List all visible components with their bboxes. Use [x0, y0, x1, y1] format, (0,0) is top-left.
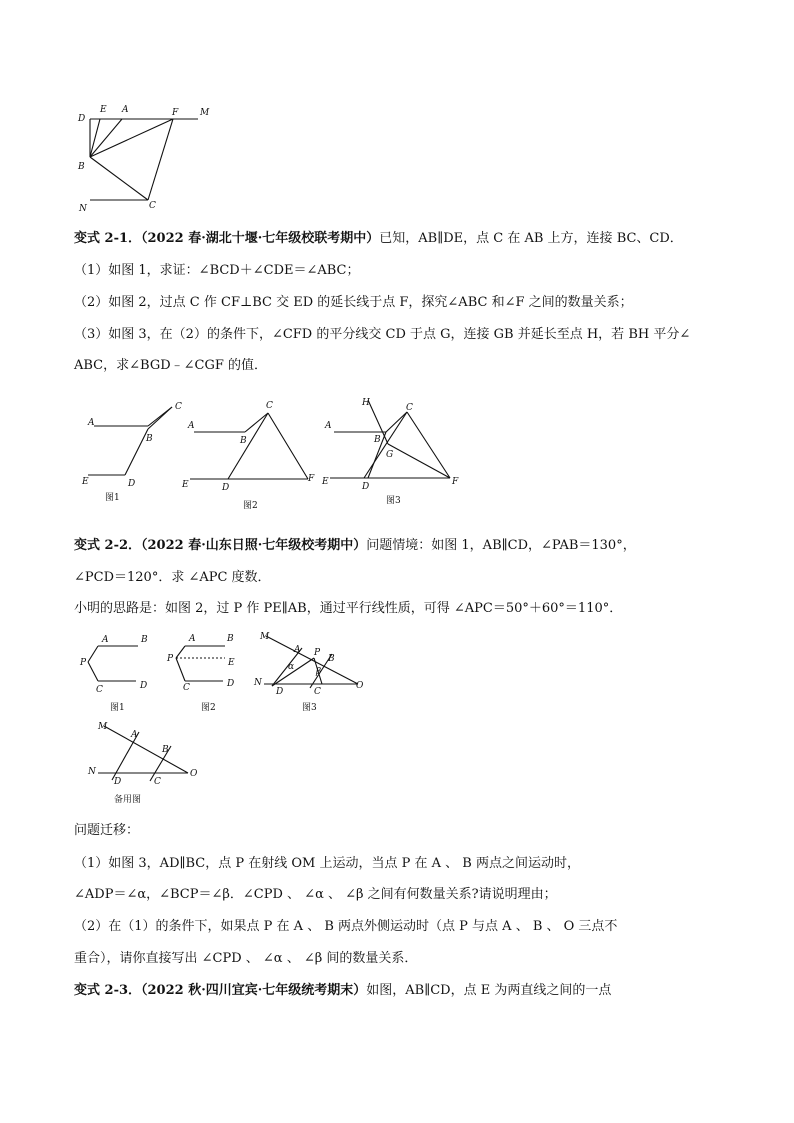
label-E: E: [228, 658, 235, 668]
label-D: D: [140, 681, 148, 691]
caption-fig2: 图2: [243, 501, 258, 511]
label-E: E: [82, 477, 89, 487]
label-D: D: [276, 687, 284, 697]
v22-figure-3: [250, 626, 375, 718]
v22-p1b: ∠ADP＝∠α，∠BCP＝∠β．∠CPD 、 ∠α 、 ∠β 之间有何数量关系?请说明理由；: [74, 887, 557, 902]
caption-fig3: 图3: [386, 496, 401, 506]
label-A: A: [325, 421, 332, 431]
label-A: A: [294, 645, 301, 655]
v21-q3b: ABC，求∠BGD﹣∠CGF 的值．: [74, 358, 268, 373]
label-M: M: [200, 108, 210, 118]
caption-fig2: 图2: [201, 703, 216, 713]
v22-p0: 问题迁移：: [74, 823, 140, 838]
label-A: A: [188, 421, 195, 431]
label-A: A: [131, 730, 138, 740]
label-A: A: [122, 105, 129, 115]
label-F: F: [452, 477, 459, 487]
label-D: D: [227, 679, 235, 689]
label-D: D: [222, 483, 230, 493]
v21-stem-text: 已知，AB∥DE，点 C 在 AB 上方，连接 BC、CD．: [379, 231, 683, 246]
label-G: G: [386, 450, 394, 460]
v22-p2b: 重合），请你直接写出 ∠CPD 、 ∠α 、 ∠β 间的数量关系．: [74, 951, 418, 966]
label-P: P: [80, 658, 87, 668]
v22-figure-2: [165, 628, 255, 716]
label-B: B: [78, 162, 85, 172]
v23-stem-text: 如图，AB∥CD，点 E 为两直线之间的一点: [366, 983, 612, 998]
label-alpha: α: [288, 662, 295, 672]
v22-line1: 问题情境：如图 1，AB∥CD，∠PAB＝130°，: [366, 538, 636, 553]
v22-figure-1: [78, 628, 168, 716]
label-P: P: [314, 648, 321, 658]
v22-figure-1-svg: [78, 628, 168, 716]
caption-backup: 备用图: [114, 795, 142, 805]
v22-label: 变式 2-2．: [74, 538, 142, 553]
label-C: C: [183, 683, 190, 693]
v22-line3: 小明的思路是：如图 2，过 P 作 PE∥AB，通过平行线性质，可得 ∠APC＝50°＋60°＝110°．: [74, 601, 623, 616]
v23-source: （2022 秋·四川宜宾·七年级统考期末）: [141, 983, 367, 998]
label-B: B: [162, 745, 169, 755]
v22-figure-3-svg: [250, 626, 375, 718]
label-C: C: [175, 402, 182, 412]
caption-fig1: 图1: [110, 703, 125, 713]
label-E: E: [100, 105, 107, 115]
v22-source: （2022 春·山东日照·七年级校考期中）: [141, 538, 367, 553]
label-beta: β: [316, 667, 322, 677]
v21-q1: （1）如图 1，求证：∠BCD＋∠CDE＝∠ABC；: [74, 263, 360, 278]
v23-label: 变式 2-3．: [74, 983, 142, 998]
label-A: A: [88, 418, 95, 428]
caption-fig3: 图3: [302, 703, 317, 713]
v23-stem: [74, 982, 611, 1000]
label-C: C: [266, 401, 273, 411]
v22-stem: [74, 537, 636, 555]
v22-p2a: （2）在（1）的条件下，如果点 P 在 A 、 B 两点外侧运动时（点 P 与点 A 、 B 、 O 三点不: [74, 919, 618, 934]
label-F: F: [172, 108, 179, 118]
v21-figure-2: [180, 395, 320, 515]
v21-figure-2-svg: [180, 395, 320, 515]
figure-top: [70, 100, 220, 215]
label-A: A: [189, 634, 196, 644]
label-E: E: [182, 480, 189, 490]
label-M: M: [98, 722, 108, 732]
v21-q3a: （3）如图 3，在（2）的条件下，∠CFD 的平分线交 CD 于点 G，连接 GB 并延长至点 H，若 BH 平分∠: [74, 327, 691, 342]
v22-figure-backup: [84, 718, 214, 808]
label-B: B: [227, 634, 234, 644]
label-O: O: [356, 681, 364, 691]
label-D: D: [114, 777, 122, 787]
label-B: B: [328, 654, 335, 664]
label-N: N: [79, 204, 87, 214]
label-B: B: [141, 635, 148, 645]
label-N: N: [254, 678, 262, 688]
v21-q2: （2）如图 2，过点 C 作 CF⊥BC 交 ED 的延长线于点 F，探究∠ABC 和∠F 之间的数量关系；: [74, 295, 633, 310]
v21-label: 变式 2-1．: [74, 231, 142, 246]
label-C: C: [154, 777, 161, 787]
label-B: B: [146, 434, 153, 444]
label-C: C: [149, 201, 156, 211]
label-P: P: [167, 654, 174, 664]
label-M: M: [260, 632, 270, 642]
label-E: E: [322, 477, 329, 487]
caption-fig1: 图1: [105, 493, 120, 503]
label-B: B: [374, 435, 381, 445]
label-A: A: [102, 635, 109, 645]
label-C: C: [96, 685, 103, 695]
v21-figure-1: [80, 395, 195, 507]
v21-figure-3-svg: [320, 388, 470, 508]
v21-source: （2022 春·湖北十堰·七年级校联考期中）: [141, 231, 380, 246]
figure-top-svg: [70, 100, 220, 215]
label-D: D: [128, 479, 136, 489]
v22-line2: ∠PCD＝120°．求 ∠APC 度数．: [74, 570, 271, 585]
label-H: H: [362, 398, 370, 408]
label-C: C: [314, 687, 321, 697]
label-O: O: [190, 769, 198, 779]
label-B: B: [240, 436, 247, 446]
label-N: N: [88, 767, 96, 777]
v21-figure-1-svg: [80, 395, 195, 507]
v22-p1a: （1）如图 3，AD∥BC，点 P 在射线 OM 上运动，当点 P 在 A 、 B 两点之间运动时，: [74, 856, 580, 871]
v22-figure-2-svg: [165, 628, 255, 716]
v21-stem: [74, 230, 683, 248]
label-D: D: [78, 114, 86, 124]
v21-figure-3: [320, 388, 470, 508]
label-C: C: [406, 403, 413, 413]
v22-figure-backup-svg: [84, 718, 214, 808]
label-F: F: [308, 474, 315, 484]
label-D: D: [362, 482, 370, 492]
